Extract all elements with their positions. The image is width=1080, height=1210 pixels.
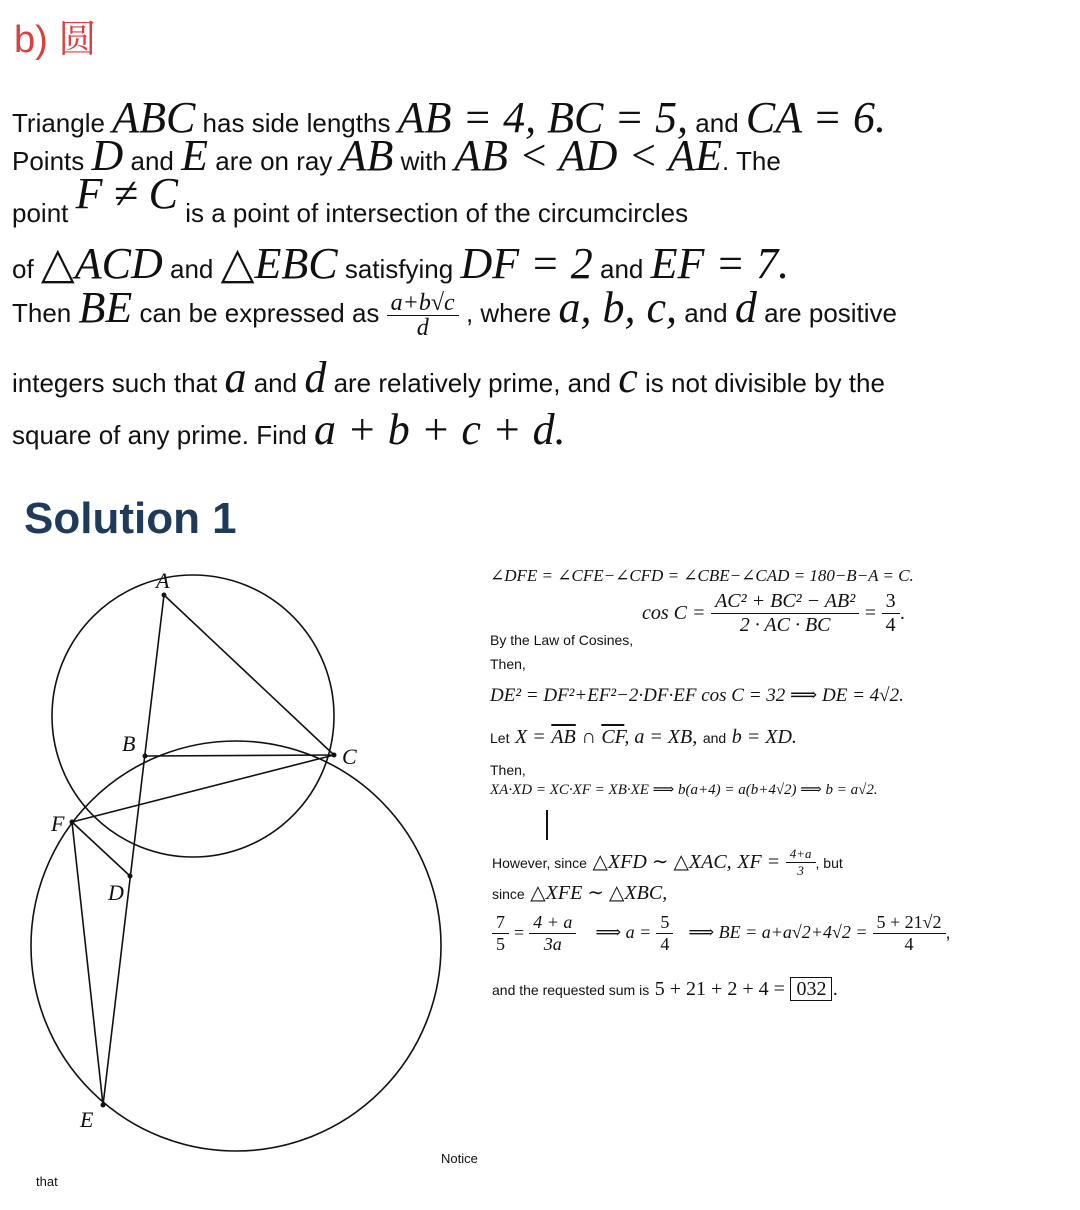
segment-fc [72, 755, 334, 822]
text: and [684, 298, 728, 328]
math: △XFD ∼ △XAC, [592, 850, 732, 873]
intersection-symbol: ∩ [581, 726, 596, 748]
text: are relatively prime, and [333, 368, 612, 398]
math: ABC [112, 93, 196, 142]
math: BE [78, 283, 133, 332]
numerator: 4 + a [529, 912, 576, 934]
text: and [600, 254, 644, 284]
denominator: 3a [543, 934, 562, 954]
math: AB [339, 131, 394, 180]
power-of-point-equation: XA·XD = XC·XF = XB·XE ⟹ b(a+4) = a(b+4√2) ⟹ b = a√2. [490, 782, 878, 798]
that-text: that [36, 1174, 58, 1189]
math: ⟹ BE = a+a√2+4√2 = [688, 922, 868, 943]
math: DF = 2 [460, 239, 593, 288]
point-d [128, 874, 133, 879]
text: and [130, 146, 174, 176]
text: integers such that [12, 368, 218, 398]
problem-line-7 [12, 405, 566, 454]
math: a, b, c, [558, 283, 677, 332]
section-header: b) 圆 [14, 19, 97, 61]
point-a [162, 593, 167, 598]
text: , but [815, 854, 843, 871]
fraction [492, 912, 509, 955]
text: and [253, 368, 298, 398]
math: 5 + 21 + 2 + 4 = [654, 978, 785, 1000]
label-b: B [122, 731, 136, 756]
segment-ae [103, 595, 164, 1105]
denominator: 2 · AC · BC [739, 614, 831, 636]
fraction [873, 912, 946, 955]
math: X = [515, 726, 546, 748]
text: Triangle [12, 108, 105, 138]
denominator: 3 [797, 863, 804, 878]
period: . [832, 978, 839, 1000]
text: satisfying [344, 254, 454, 284]
math-cf-line: $\overline{CF}$ [601, 726, 625, 748]
point-b [143, 754, 148, 759]
final-sum-line [492, 978, 838, 1001]
text: has side lengths [202, 108, 391, 138]
denominator: 4 [660, 934, 670, 954]
math: F ≠ C [75, 169, 178, 218]
numerator: 5 + 21√2 [873, 912, 946, 934]
angle-equation: ∠DFE = ∠CFE−∠CFD = ∠CBE−∠CAD = 180−B−A = C. [490, 566, 914, 585]
answer-box: 032 [790, 977, 832, 1001]
then-label-1: Then, [490, 656, 526, 672]
point-f [70, 820, 75, 825]
cos-fraction [711, 590, 859, 637]
label-e: E [80, 1107, 94, 1132]
equals: = [864, 601, 877, 624]
numerator: AC² + BC² − AB² [711, 590, 859, 614]
math: D [91, 131, 124, 180]
similarity-line-2 [492, 880, 667, 905]
equals: = [514, 922, 525, 943]
label-f: F [51, 811, 65, 836]
point-c [332, 753, 337, 758]
xf-fraction [786, 846, 816, 879]
text-cursor [546, 810, 548, 840]
text: point [12, 198, 69, 228]
text: and the requested sum is [492, 982, 650, 998]
text: is a point of intersection of the circumcircles [185, 198, 689, 228]
label-c: C [342, 744, 357, 769]
let-line [490, 726, 797, 749]
text: square of any prime. Find [12, 420, 307, 450]
segment-fe [72, 822, 103, 1105]
segment-bc [145, 755, 334, 756]
text: are positive [764, 298, 898, 328]
math: AB < AD < AE [454, 131, 723, 180]
ratio-equation [492, 912, 951, 955]
point-e [101, 1103, 106, 1108]
problem-line-5 [12, 283, 898, 341]
text: are on ray [215, 146, 333, 176]
text: with [400, 146, 447, 176]
math: △EBC [220, 239, 338, 288]
math: , a = XB, [624, 726, 698, 748]
circumcircle-ebc [31, 741, 441, 1151]
notice-text: Notice [441, 1151, 478, 1166]
math: EF = 7. [650, 239, 790, 288]
denominator: 4 [904, 934, 914, 954]
text: , where [465, 298, 552, 328]
period: . [899, 601, 906, 624]
math: E [181, 131, 209, 180]
label-a: A [156, 568, 170, 593]
segment-ac [164, 595, 334, 755]
math-ab-line: $\overline{AB}$ [551, 726, 576, 748]
text: can be expressed as [139, 298, 380, 328]
let-word: Let [490, 730, 510, 746]
text: and [170, 254, 214, 284]
numerator: 7 [492, 912, 509, 934]
text: However, since [492, 854, 587, 871]
text: . The [722, 146, 781, 176]
fraction [656, 912, 673, 955]
text: and [702, 730, 727, 746]
fraction [529, 912, 576, 955]
math: CA = 6. [745, 93, 887, 142]
de-equation: DE² = DF²+EF²−2·DF·EF cos C = 32 ⟹ DE = 4√2. [490, 685, 904, 706]
problem-line-3 [12, 169, 689, 230]
problem-line-4 [12, 239, 790, 288]
math: △ACD [40, 239, 163, 288]
text: since [492, 886, 525, 902]
text: of [12, 254, 34, 284]
similarity-line-1 [492, 846, 843, 879]
label-d: D [108, 880, 124, 905]
math: d [734, 283, 757, 332]
segment-fd [72, 822, 130, 876]
numerator: 3 [882, 590, 900, 614]
problem-line-6 [12, 353, 885, 402]
math: AB = 4, BC = 5, [397, 93, 689, 142]
denominator: 5 [496, 934, 505, 954]
numerator: a+b√c [387, 291, 459, 316]
law-label: By the Law of Cosines, [490, 632, 634, 648]
math: d [304, 353, 327, 402]
math: b = XD. [731, 726, 797, 748]
math: c [618, 353, 638, 402]
math: a + b + c + d. [314, 405, 566, 454]
then-label-2: Then, [490, 762, 526, 778]
denominator: 4 [885, 614, 896, 636]
text: Points [12, 146, 85, 176]
math: △XFE ∼ △XBC, [530, 882, 668, 904]
numerator: 5 [656, 912, 673, 934]
text: and [695, 108, 739, 138]
solution-title: Solution 1 [24, 494, 237, 543]
math: a [224, 353, 247, 402]
text: Then [12, 298, 72, 328]
numerator: 4+a [786, 846, 816, 863]
law-of-cosines-equation [642, 590, 905, 637]
fraction [387, 291, 459, 340]
text: is not divisible by the [645, 368, 885, 398]
math: XF = [737, 850, 781, 873]
geometry-diagram [0, 560, 480, 1200]
cos-lhs: cos C = [642, 601, 706, 624]
cos-result [882, 590, 900, 637]
math: ⟹ a = [595, 922, 652, 943]
denominator: d [416, 314, 429, 341]
comma: , [945, 922, 951, 943]
